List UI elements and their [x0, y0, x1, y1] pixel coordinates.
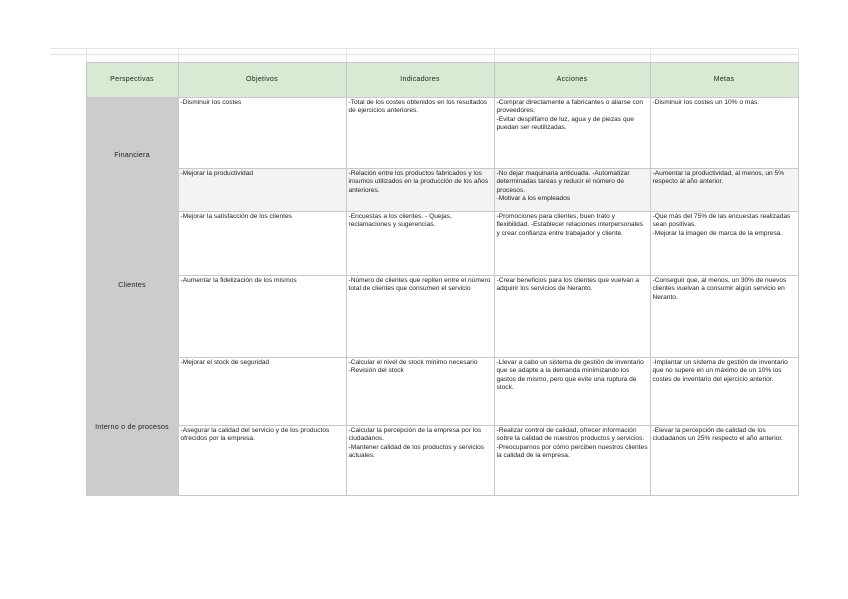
accion-cell: -Realizar control de calidad, ofrecer información sobre la calidad de nuestros productos y servicios. -Preocuparnos por cómo perciben nuestros clientes la calidad de la empresa. [494, 426, 650, 496]
header-acciones: Acciones [494, 63, 650, 98]
gridline [346, 48, 347, 62]
header-objetivos: Objetivos [178, 63, 346, 98]
row-gutter [50, 426, 86, 496]
accion-cell: -Promociones para clientes, buen trato y flexibilidad. -Establecer relaciones interpersonales y crear confianza entre trabajador y cliente. [494, 212, 650, 276]
objetivo-cell: -Disminuir los costes [178, 98, 346, 169]
gridline [178, 48, 179, 62]
gridline [650, 48, 651, 62]
header-row [50, 63, 798, 98]
perspective-clientes: Clientes [86, 212, 178, 358]
indicador-cell: -Número de clientes que repiten entre el número total de clientes que consumen el servicio [346, 276, 494, 358]
meta-cell: -Que más del 75% de las encuestas realizadas sean positivas. -Mejorar la imagen de marca de la empresa. [650, 212, 798, 276]
row-gutter [50, 358, 86, 426]
row-gutter [50, 276, 86, 358]
row-gutter [50, 63, 86, 98]
indicador-cell: -Total de los costes obtenidos en los resultados de ejercicios anteriores. [346, 98, 494, 169]
objetivo-cell: -Asegurar la calidad del servicio y de los productos ofrecidos por la empresa. [178, 426, 346, 496]
objetivo-cell: -Aumentar la fidelización de los mismos [178, 276, 346, 358]
meta-cell: -Implantar un sistema de gestión de inventario que no supere en un máximo de un 10% los costes de inventario del ejercicio anterior. [650, 358, 798, 426]
perspective-interno: Interno o de procesos [86, 358, 178, 496]
objetivo-cell: -Mejorar el stock de seguridad [178, 358, 346, 426]
accion-cell: -Llevar a cabo un sistema de gestión de inventario que se adapte a la demanda minimizando los gastos de mismo, pero que evite una ruptura de stock. [494, 358, 650, 426]
header-perspectivas: Perspectivas [86, 63, 178, 98]
table-row [50, 358, 798, 426]
row-gutter [50, 169, 86, 212]
balanced-scorecard-table [50, 62, 799, 496]
objetivo-cell: -Mejorar la productividad [178, 169, 346, 212]
indicador-cell: -Calcular la percepción de la empresa por los ciudadanos. -Mantener calidad de los productos y servicios actuales. [346, 426, 494, 496]
table-row [50, 98, 798, 169]
gridline [50, 54, 798, 55]
meta-cell: -Conseguir que, al menos, un 30% de nuevos clientes vuelvan a consumir algún servicio en Neranto. [650, 276, 798, 358]
perspective-financiera: Financiera [86, 98, 178, 212]
gridline [494, 48, 495, 62]
indicador-cell: -Relación entre los productos fabricados y los insumos utilizados en la producción de los años anteriores. [346, 169, 494, 212]
gridline [798, 48, 799, 62]
meta-cell: -Disminuir los costes un 10% o más. [650, 98, 798, 169]
gridline [50, 48, 798, 49]
header-indicadores: Indicadores [346, 63, 494, 98]
indicador-cell: -Calcular el nivel de stock mínimo necesario -Revisión del stock [346, 358, 494, 426]
table-row [50, 212, 798, 276]
meta-cell: -Elevar la percepción de calidad de los ciudadanos un 25% respecto el año anterior. [650, 426, 798, 496]
indicador-cell: -Encuestas a los clientes. - Quejas, reclamaciones y sugerencias. [346, 212, 494, 276]
accion-cell: -Crear beneficios para los clientes que vuelvan a adquirir los servicios de Neranto. [494, 276, 650, 358]
header-metas: Metas [650, 63, 798, 98]
row-gutter [50, 212, 86, 276]
row-gutter [50, 98, 86, 169]
objetivo-cell: -Mejorar la satisfacción de los clientes [178, 212, 346, 276]
meta-cell: -Aumentar la productividad, al menos, un 5% respecto al año anterior. [650, 169, 798, 212]
accion-cell: -No dejar maquinaria anticuada. -Automatizar determinadas tareas y reducir el número de procesos. -Motivar a los empleados [494, 169, 650, 212]
accion-cell: -Comprar directamente a fabricantes o aliarse con proveedores. -Evitar despilfarro de luz, agua y de piezas que puedan ser reutilizadas. [494, 98, 650, 169]
